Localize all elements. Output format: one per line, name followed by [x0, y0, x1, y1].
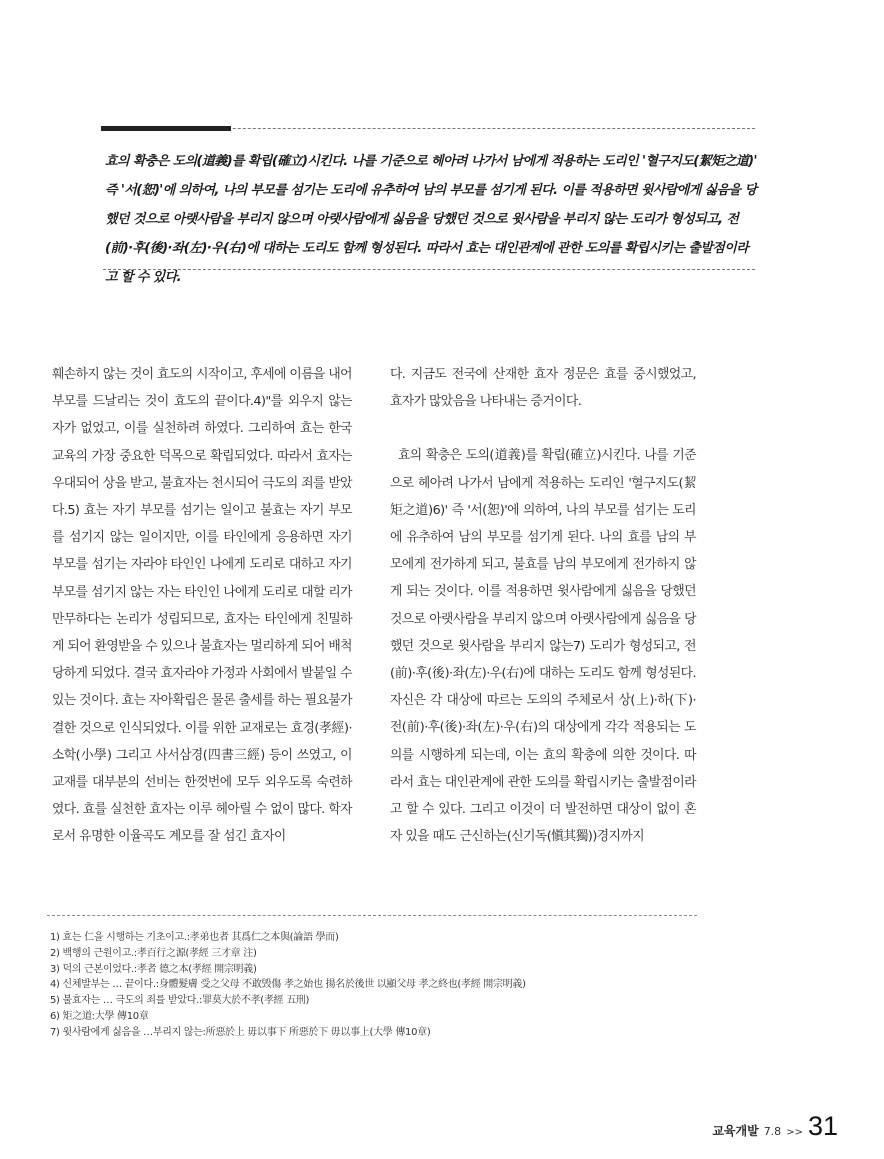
page-number: 31 [807, 1111, 838, 1141]
page-footer [712, 1113, 838, 1140]
pull-quote-accent-bar [101, 126, 231, 131]
footnote-divider [47, 915, 697, 916]
footnote-item: 5) 불효자는 … 극도의 죄를 받았다.:罪莫大於不孝(孝經 五刑) [50, 995, 310, 1007]
body-column-left [52, 361, 352, 851]
chevron-right-icon: >> [786, 1127, 803, 1138]
footnote-item: 7) 윗사람에게 싫음을 …부리지 않는:所惡於上 毋以事下 所惡於下 毋以事上(大學 傳10章) [50, 1026, 431, 1038]
body-column-right [390, 361, 696, 850]
pull-quote-box [103, 128, 757, 285]
footnote-item: 3) 덕의 근본이었다.:孝者 德之本(孝經 開宗明義) [50, 963, 257, 975]
body-paragraph: 다. 지금도 전국에 산재한 효자 정문은 효를 중시했었고, 효자가 많았음을 나타내는 증거이다. [390, 367, 696, 410]
footnote-item: 1) 효는 仁을 시행하는 기초이고.:孝弟也者 其爲仁之本與(論語 學而) [50, 932, 339, 943]
footnote-item: 4) 신체발부는 … 끝이다.:身體髮膚 受之父母 不敢毁傷 孝之始也 揚名於後世 以顯父母 孝之終也(孝經 開宗明義) [50, 979, 526, 991]
body-paragraph: 훼손하지 않는 것이 효도의 시작이고, 후세에 이름을 내어 부모를 드날리는 것이 효도의 끝이다.4)"를 외우지 않는 자가 없었고, 이를 실천하려 하였다. 그리하여 효는 한국교육의 가장 중요한 덕목으로 확립되었다. 따라서 효자는 우대되어 상을 받고, 불효자는 천시되어 극도의 죄를 받았다.5) 효는 자기 부모를 섬기는 일이고 불효는 자기 부모를 섬기지 않는 일이지만, 이를 타인에게 응용하면 자기 부모를 섬기는 자라야 타인인 나에게 도리로 대하고 자기 부모를 섬기지 않는 자는 타인인 나에게 도리로 대할 리가 만무하다는 논리가 성립되므로, 효자는 타인에게 친밀하게 되어 환영받을 수 있으나 불효자는 멀리하게 되어 배척당하게 되었다. 결국 효자라야 가정과 사회에서 발붙일 수 있는 것이다. 효는 자아확립은 물론 출세를 하는 필요불가결한 것으로 인식되었다. 이를 위한 교재로는 효경(孝經)·소학(小學) 그리고 사서삼경(四書三經) 등이 쓰였고, 이 교재를 대부분의 선비는 한껏번에 모두 외우도록 숙련하였다. 효를 실천한 효자는 이루 헤아릴 수 없이 많다. 학자로서 유명한 이율곡도 계모를 잘 섬긴 효자이 [52, 367, 352, 845]
pull-quote-text: 효의 확충은 도의(道義)를 확립(確立)시킨다. 나를 기준으로 헤아려 나가서 남에게 적용하는 도리인 '혈구지도(絜矩之道)' 즉 '서(恕)'에 의하여, 나의 부모를 섬기는 도리에 유추하여 남의 부모를 섬기게 된다. 이를 적용하면 윗사람에게 싫음을 당했던 것으로 아랫사람을 부리지 않으며 아랫사람에게 싫음을 당했던 것으로 윗사람을 부리지 않는 도리가 형성되고, 전(前)·후(後)·좌(左)·우(右)에 대하는 도리도 함께 형성된다. 따라서 효는 대인관계에 관한 도의를 확립시키는 출발점이라고 할 수 있다. [105, 154, 757, 285]
issue-number: 7.8 [763, 1125, 782, 1138]
footnote-item: 6) 矩之道:大學 傳10章 [50, 1010, 149, 1022]
magazine-name: 교육개발 [712, 1124, 759, 1138]
footnote-item: 2) 백행의 근원이고.:孝百行之源(孝經 三才章 注) [50, 947, 257, 959]
footnotes [50, 930, 730, 1041]
body-paragraph: 효의 확충은 도의(道義)를 확립(確立)시킨다. 나를 기준으로 헤아려 나가서 남에게 적용하는 도리인 '혈구지도(絜矩之道)6)' 즉 '서(恕)'에 의하여, 나의 부모를 섬기는 도리에 유추하여 남의 부모를 섬기게 된다. 나의 효를 남의 부모에게 전가하게 되고, 불효를 남의 부모에게 전가하지 않게 되는 것이다. 이를 적용하면 윗사람에게 싫음을 당했던 것으로 아랫사람을 부리지 않으며 아랫사람에게 싫음을 당했던 것으로 윗사람을 부리지 않는7) 도리가 형성되고, 전(前)·후(後)·좌(左)·우(右)에 대하는 도리도 함께 형성된다. 자신은 각 대상에 따르는 도의의 주체로서 상(上)·하(下)·전(前)·후(後)·좌(左)·우(右)의 대상에게 각각 적용되는 도의를 시행하게 되는데, 이는 효의 확충에 의한 것이다. 따라서 효는 대인관계에 관한 도의를 확립시키는 출발점이라고 할 수 있다. 그리고 이것이 더 발전하면 대상이 없이 혼자 있을 때도 근신하는(신기독(愼其獨))경지까지 [390, 448, 696, 845]
